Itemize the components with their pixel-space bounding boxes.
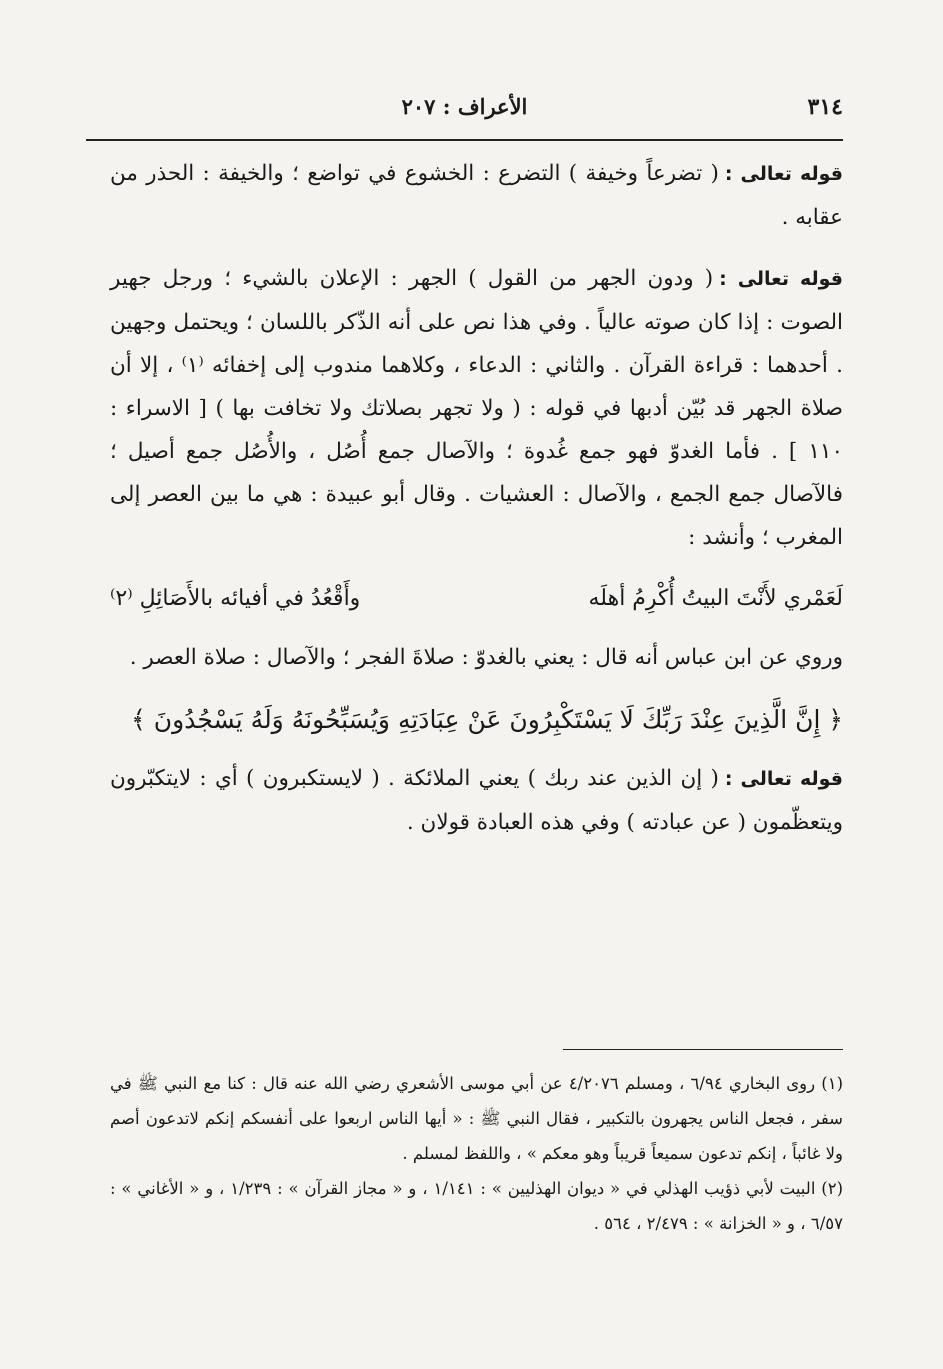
running-title: الأعراف : ٢٠٧ — [401, 94, 528, 119]
footnote: (١) روى البخاري ٦/٩٤ ، ومسلم ٤/٢٠٧٦ عن أبي موسى الأشعري رضي الله عنه قال : كنا مع النبي ﷺ في سفر ، فجعل الناس يجهرون بالتكبير ، فقال النبي ﷺ : « أيها الناس اربعوا على أنفسكم إنكم لاتدعون أصم ولا غائباً ، إنكم تدعون سميعاً قريباً وهو معكم » ، واللفظ لمسلم . — [110, 1074, 844, 1163]
page-number: ٣١٤ — [807, 94, 843, 120]
footnote-divider — [563, 1049, 843, 1050]
paragraph-lead: قوله تعالى : — [719, 268, 843, 290]
footnote: (٢) البيت لأبي ذؤيب الهذلي في « ديوان الهذليين » : ١/١٤١ ، و « مجاز القرآن » : ١/٢٣٩ ، و « الأغاني » : ٦/٥٧ ، و « الخزانة » : ٢/٤٧٩ ، ٥٦٤ . — [110, 1179, 844, 1233]
verse-first-hemistich: لَعَمْري لأَنْتَ البيتُ أُكْرِمُ أهلَه — [588, 586, 843, 611]
paragraph — [110, 757, 843, 844]
paragraph-lead: قوله تعالى : — [724, 163, 843, 185]
paragraph-text: ( إن الذين عند ربك ) يعني الملائكة . ( لايستكبرون ) أي : لايتكبّرون ويتعظّمون ( عن عبادته ) وفي هذه العبادة قولان . — [110, 766, 843, 835]
poetry-verse — [110, 577, 843, 620]
paragraph — [110, 257, 843, 559]
paragraph-text: ( تضرعاً وخيفة ) التضرع : الخشوع في تواضع ؛ والخيفة : الحذر من عقابه . — [110, 161, 843, 230]
page-header — [86, 92, 843, 132]
footnotes — [110, 1066, 843, 1241]
main-text — [110, 152, 843, 862]
verse-second-hemistich: وأَقْعُدُ في أفيائه بالأَصَائِلِ ⁽٢⁾ — [110, 586, 361, 611]
paragraph — [110, 152, 843, 239]
paragraph-lead: قوله تعالى : — [724, 768, 843, 790]
paragraph-text: ( ودون الجهر من القول ) الجهر : الإعلان بالشيء ؛ ورجل جهير الصوت : إذا كان صوته عالياً . وفي هذا نص على أنه الذّكر باللسان ؛ ويحتمل وجهين . أحدهما : قراءة القرآن . والثاني : الدعاء ، وكلاهما مندوب إلى إخفائه ⁽١⁾ ، إلا أن صلاة الجهر قد بُيّن أدبها في قوله : ( ولا تجهر بصلاتك ولا تخافت بها ) [ الاسراء : ١١٠ ] . فأما الغدوّ فهو جمع غُدوة ؛ والآصال جمع أُصُل ، والأُصُل جمع أصيل ؛ فالآصال جمع الجمع ، والآصال : العشيات . وقال أبو عبيدة : هي ما بين العصر إلى المغرب ؛ وأنشد : — [110, 266, 843, 550]
paragraph: وروي عن ابن عباس أنه قال : يعني بالغدوّ : صلاةَ الفجر ؛ والآصال : صلاة العصر . — [129, 645, 843, 670]
quran-verse: ﴿ إِنَّ الَّذِينَ عِنْدَ رَبِّكَ لَا يَسْتَكْبِرُونَ عَنْ عِبَادَتِهِ وَيُسَبِّحُونَهُ وَلَهُ يَسْجُدُونَ ﴾ — [131, 705, 843, 734]
header-divider — [86, 139, 843, 141]
